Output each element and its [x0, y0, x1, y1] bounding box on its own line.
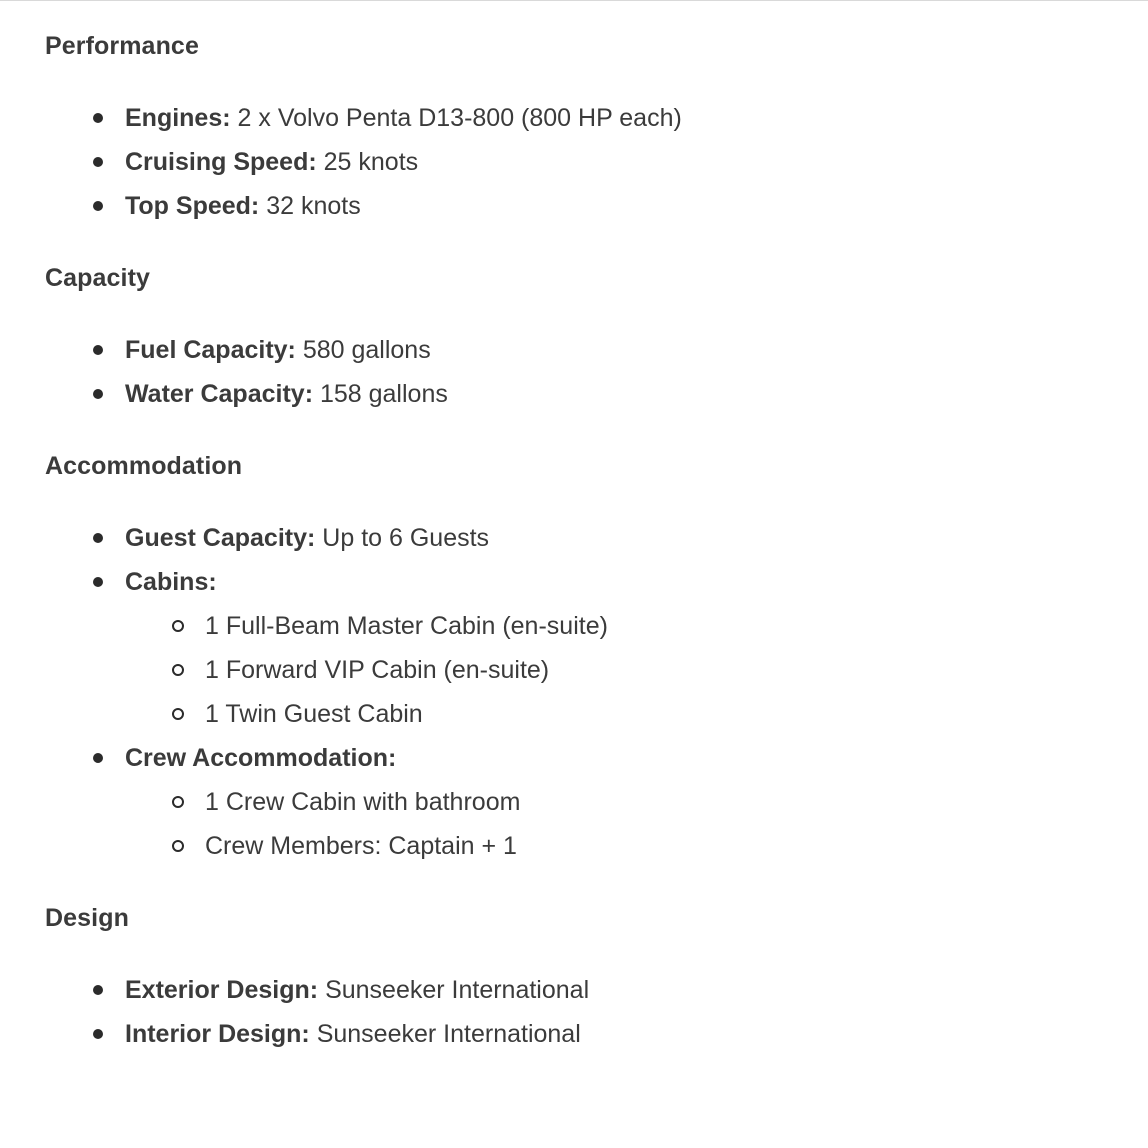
cabins-row: [125, 560, 1105, 604]
spec-label: Engines:: [125, 104, 231, 132]
sub-list-item: [205, 604, 1105, 648]
spec-label: Top Speed:: [125, 192, 260, 220]
bullet-disc-icon: [93, 113, 103, 123]
spec-label: Cabins:: [125, 568, 217, 596]
capacity-list: [45, 328, 1105, 416]
bullet-circle-icon: [172, 620, 184, 632]
section-heading-performance: Performance: [45, 32, 199, 60]
spec-label: Fuel Capacity:: [125, 336, 296, 364]
list-item-interior-design: [125, 1012, 1105, 1056]
bullet-circle-icon: [172, 796, 184, 808]
bullet-disc-icon: [93, 577, 103, 587]
spec-label: Interior Design:: [125, 1020, 310, 1048]
spec-label: Exterior Design:: [125, 976, 319, 1004]
section-heading-accommodation: Accommodation: [45, 452, 243, 480]
list-item-exterior-design: [125, 968, 1105, 1012]
top-divider: [0, 0, 1148, 1]
sub-item-text: 1 Full-Beam Master Cabin (en-suite): [205, 612, 608, 640]
sub-list-item: [205, 692, 1105, 736]
list-item-cabins: [125, 560, 1105, 736]
bullet-circle-icon: [172, 664, 184, 676]
sub-list-item: [205, 824, 1105, 868]
bullet-disc-icon: [93, 389, 103, 399]
section-heading-capacity: Capacity: [45, 264, 151, 292]
spec-value: 158 gallons: [319, 380, 448, 408]
list-item-engines: [125, 96, 1105, 140]
sub-item-text: 1 Forward VIP Cabin (en-suite): [205, 656, 550, 684]
spec-value: 25 knots: [323, 148, 419, 176]
cabins-sub-list: [125, 604, 1105, 736]
sub-list-item: [205, 648, 1105, 692]
bullet-disc-icon: [93, 1029, 103, 1039]
design-list: [45, 968, 1105, 1056]
sub-list-item: [205, 780, 1105, 824]
spec-content: [45, 24, 1105, 1084]
list-item-water-capacity: [125, 372, 1105, 416]
crew-sub-list: [125, 780, 1105, 868]
list-item-top-speed: [125, 184, 1105, 228]
spec-value: 2 x Volvo Penta D13-800 (800 HP each): [237, 104, 682, 132]
bullet-disc-icon: [93, 533, 103, 543]
spec-value: Up to 6 Guests: [322, 524, 490, 552]
accommodation-list: [45, 516, 1105, 868]
spec-label: Cruising Speed:: [125, 148, 317, 176]
spec-value: Sunseeker International: [325, 976, 590, 1004]
bullet-circle-icon: [172, 708, 184, 720]
list-item-crew-accommodation: [125, 736, 1105, 868]
spec-label: Guest Capacity:: [125, 524, 316, 552]
bullet-circle-icon: [172, 840, 184, 852]
bullet-disc-icon: [93, 753, 103, 763]
bullet-disc-icon: [93, 985, 103, 995]
bullet-disc-icon: [93, 345, 103, 355]
spec-label: Water Capacity:: [125, 380, 314, 408]
sub-item-text: Crew Members: Captain + 1: [205, 832, 517, 860]
bullet-disc-icon: [93, 201, 103, 211]
list-item-fuel-capacity: [125, 328, 1105, 372]
list-item-guest-capacity: [125, 516, 1105, 560]
sub-item-text: 1 Crew Cabin with bathroom: [205, 788, 521, 816]
spec-value: 580 gallons: [302, 336, 431, 364]
list-item-cruising-speed: [125, 140, 1105, 184]
bullet-disc-icon: [93, 157, 103, 167]
spec-value: Sunseeker International: [316, 1020, 581, 1048]
sub-item-text: 1 Twin Guest Cabin: [205, 700, 423, 728]
spec-label: Crew Accommodation:: [125, 744, 397, 772]
crew-accommodation-row: [125, 736, 1105, 780]
performance-list: [45, 96, 1105, 228]
section-heading-design: Design: [45, 904, 129, 932]
spec-value: 32 knots: [266, 192, 361, 220]
